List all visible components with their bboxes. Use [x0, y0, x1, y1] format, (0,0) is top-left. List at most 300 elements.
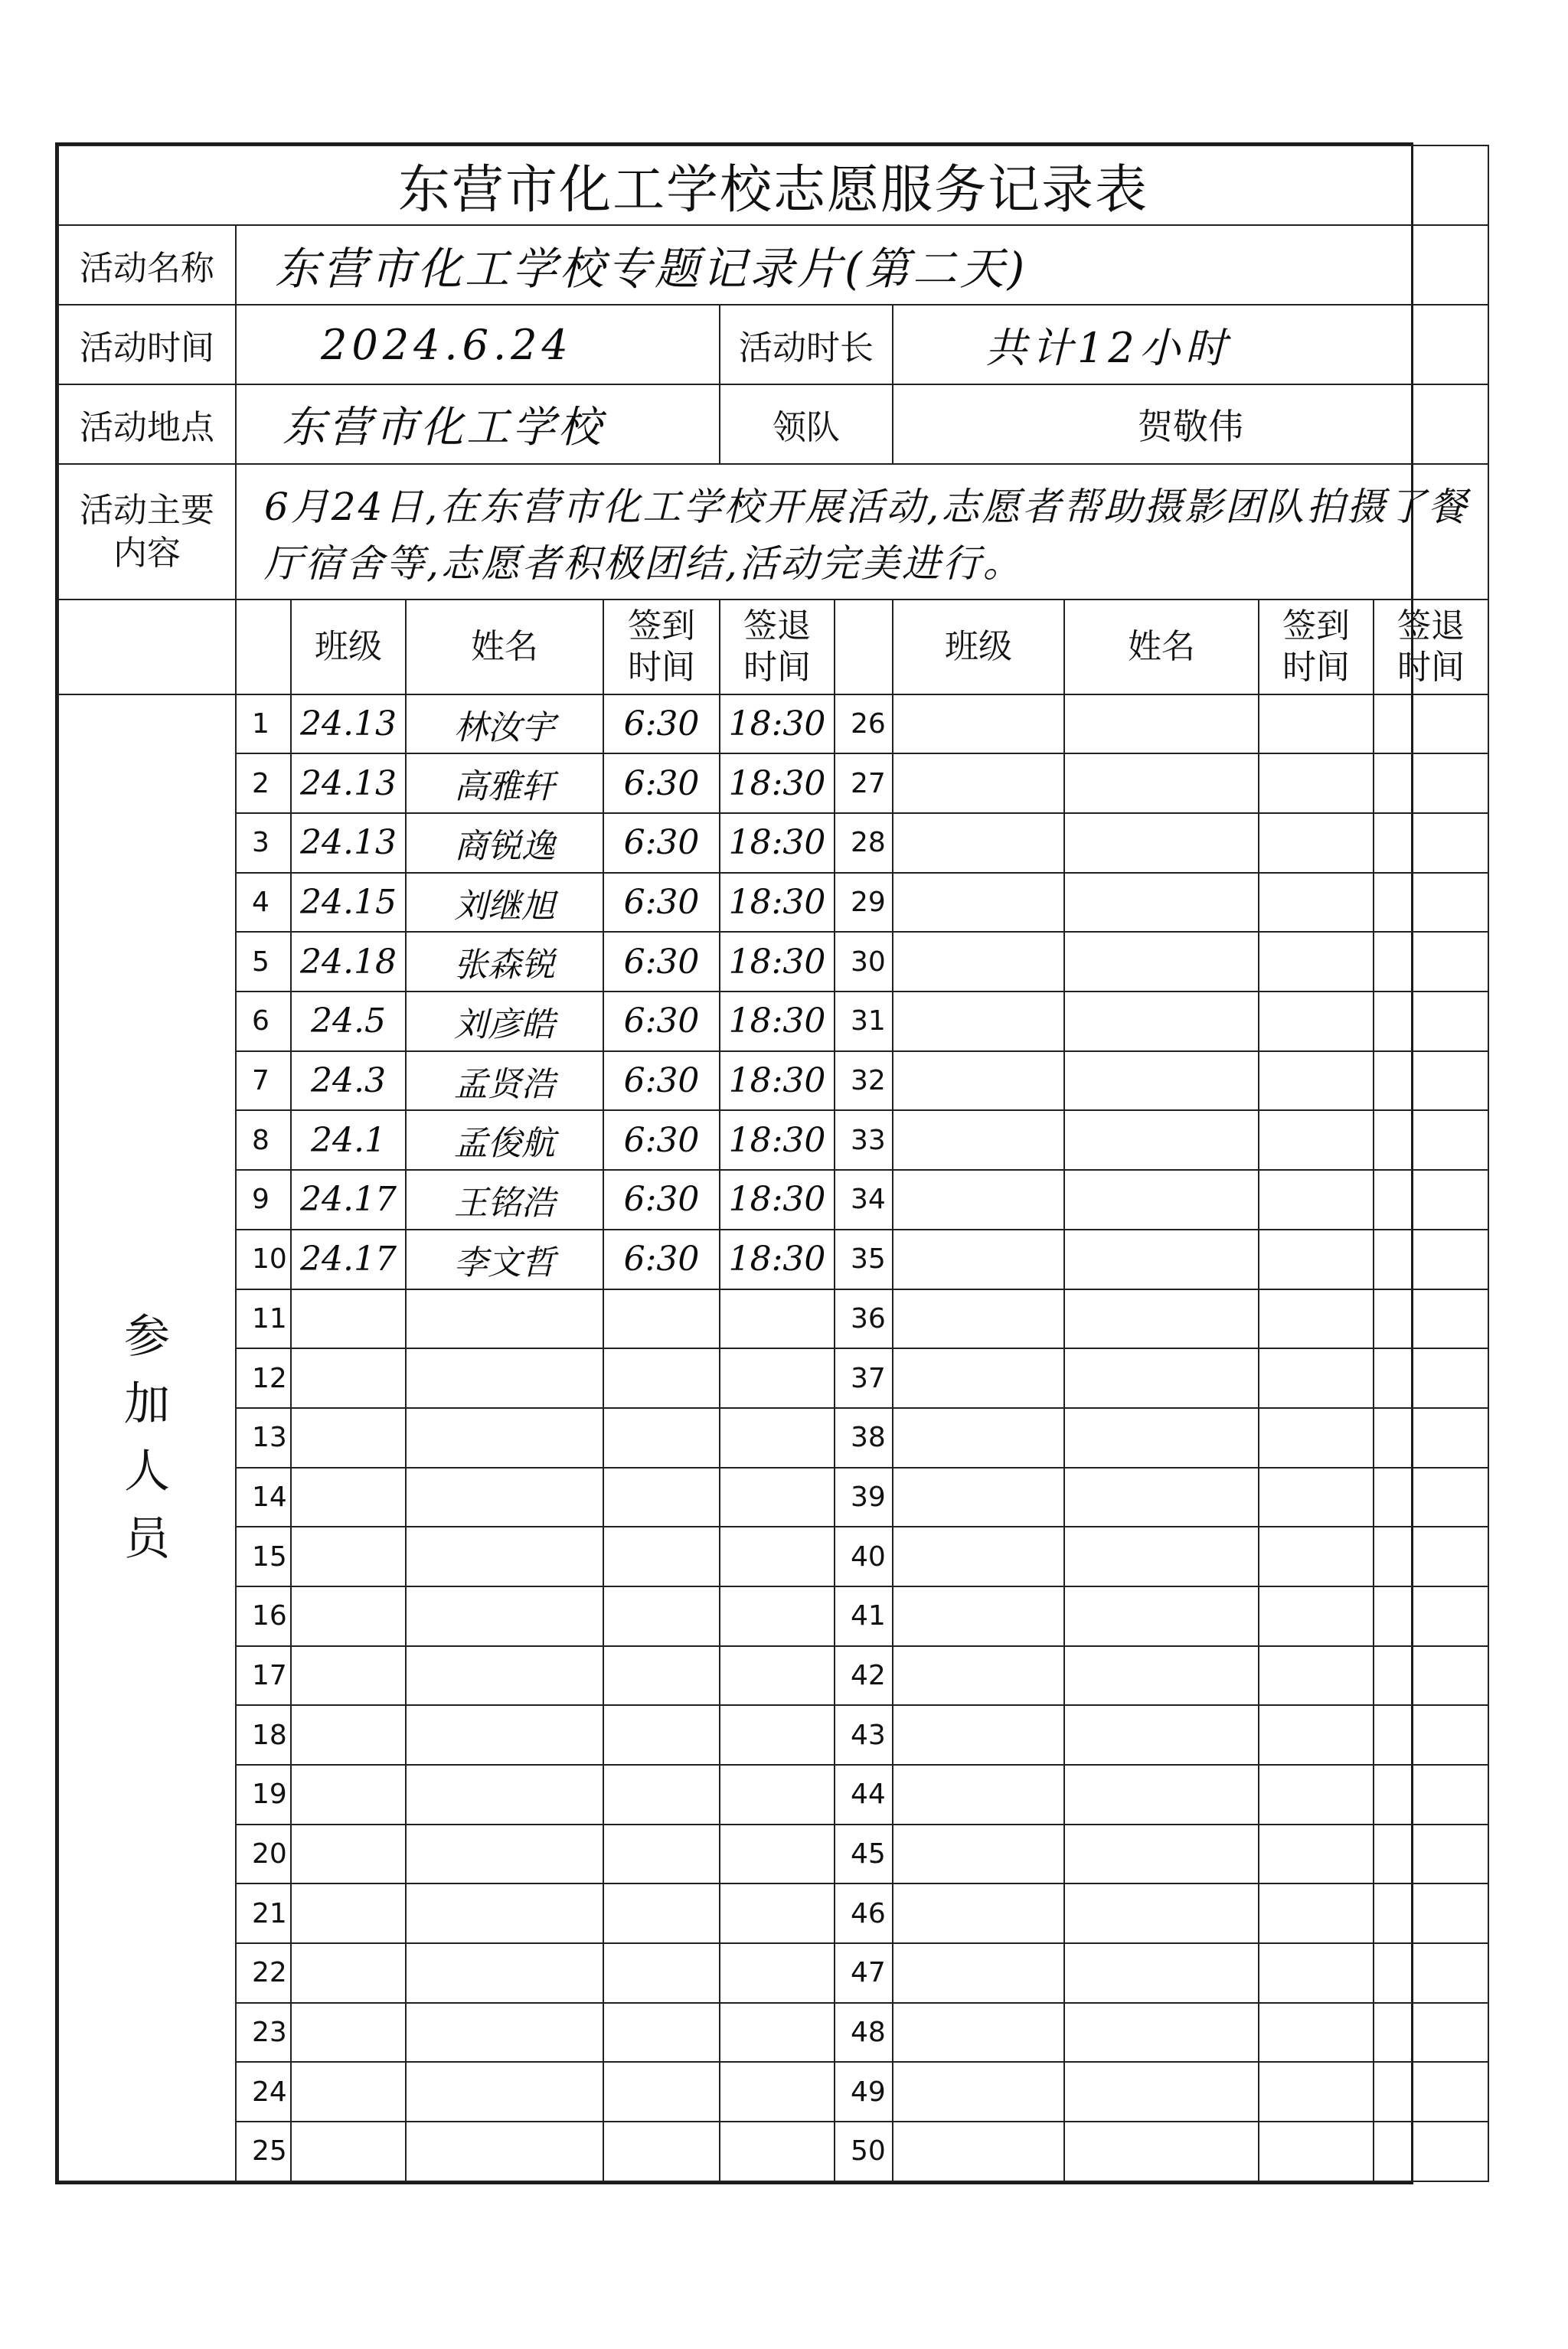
participant-checkin [603, 1408, 720, 1468]
participant-checkin [603, 1348, 720, 1408]
participant-class [291, 2062, 406, 2122]
participant-checkin [1259, 694, 1374, 754]
row-number: 50 [835, 2122, 893, 2181]
participant-class: 24.13 [291, 753, 406, 813]
participant-class [893, 2062, 1064, 2122]
participant-checkout: 18:30 [720, 694, 835, 754]
participant-class [893, 753, 1064, 813]
participant-checkin: 6:30 [603, 813, 720, 873]
participant-class [893, 1230, 1064, 1289]
row-number: 9 [236, 1170, 291, 1230]
participant-checkin: 6:30 [603, 1230, 720, 1289]
participant-class [291, 1408, 406, 1468]
participant-class [291, 2003, 406, 2063]
participants-label-char: 员 [124, 1511, 170, 1566]
participant-checkout [1374, 992, 1488, 1051]
participant-checkin [1259, 1705, 1374, 1765]
record-table [57, 145, 1489, 2182]
row-number: 13 [236, 1408, 291, 1468]
participant-class [893, 1527, 1064, 1586]
row-number: 44 [835, 1765, 893, 1825]
participant-row [58, 932, 1488, 992]
participant-name [406, 1408, 603, 1468]
participant-name: 刘彦皓 [406, 992, 603, 1051]
participants-label-char: 加 [124, 1377, 170, 1431]
participant-checkin [1259, 2062, 1374, 2122]
participant-class [291, 1527, 406, 1586]
header-checkout-line1: 签退 [743, 606, 811, 645]
participant-checkin: 6:30 [603, 873, 720, 933]
header-num-left [236, 600, 291, 694]
participant-name [1064, 1586, 1259, 1646]
participant-checkout [720, 2003, 835, 2063]
participant-name [1064, 694, 1259, 754]
header-checkout-line1: 签退 [1397, 606, 1465, 645]
participant-checkout [1374, 1230, 1488, 1289]
header-checkout-right [1374, 600, 1488, 694]
header-class-left: 班级 [291, 600, 406, 694]
participant-class [291, 1705, 406, 1765]
row-number: 47 [835, 1943, 893, 2003]
participant-checkout: 18:30 [720, 1051, 835, 1111]
participant-class: 24.5 [291, 992, 406, 1051]
participant-name [406, 1646, 603, 1706]
participant-name: 林汝宇 [406, 694, 603, 754]
row-number: 7 [236, 1051, 291, 1111]
participant-class [893, 1883, 1064, 1943]
row-number: 1 [236, 694, 291, 754]
participant-checkin [1259, 1883, 1374, 1943]
participant-row [58, 1170, 1488, 1230]
participant-name [1064, 932, 1259, 992]
header-checkout-line2: 时间 [1397, 647, 1465, 687]
participant-class [291, 1348, 406, 1408]
participant-row [58, 2062, 1488, 2122]
activity-time-label: 活动时间 [58, 305, 236, 384]
participant-row [58, 1825, 1488, 1884]
activity-place-value: 东营市化工学校 [236, 384, 720, 464]
participant-name [406, 1705, 603, 1765]
activity-content-label-line1: 活动主要 [80, 490, 214, 530]
activity-content-value: 6月24日,在东营市化工学校开展活动,志愿者帮助摄影团队拍摄了餐厅宿舍等,志愿者积极团结,活动完美进行。 [236, 464, 1488, 599]
header-checkout-left [720, 600, 835, 694]
row-number: 40 [835, 1527, 893, 1586]
participant-checkin [603, 1527, 720, 1586]
participants-label-char: 人 [124, 1444, 170, 1498]
participant-checkout [720, 1586, 835, 1646]
participant-checkout [720, 1289, 835, 1349]
participant-checkout [1374, 1408, 1488, 1468]
participant-checkin [1259, 2122, 1374, 2181]
participant-checkout [1374, 753, 1488, 813]
participant-class [893, 1705, 1064, 1765]
participant-checkout [1374, 1468, 1488, 1527]
row-number: 19 [236, 1765, 291, 1825]
participant-name: 商锐逸 [406, 813, 603, 873]
participant-checkin [603, 2122, 720, 2181]
participant-name [1064, 753, 1259, 813]
participant-name [406, 1943, 603, 2003]
participant-checkin [603, 2003, 720, 2063]
participant-class [291, 1883, 406, 1943]
page-title: 东营市化工学校志愿服务记录表 [58, 145, 1488, 225]
participant-checkout [1374, 1705, 1488, 1765]
participant-class [893, 694, 1064, 754]
participant-checkout [1374, 2062, 1488, 2122]
activity-content-label-line2: 内容 [113, 533, 181, 573]
participant-checkin [1259, 753, 1374, 813]
participant-checkin [603, 1468, 720, 1527]
participant-name [406, 1825, 603, 1884]
participants-label-char: 参 [124, 1309, 170, 1364]
participant-checkin [1259, 1110, 1374, 1170]
participant-name: 李文哲 [406, 1230, 603, 1289]
leader-label: 领队 [720, 384, 893, 464]
participant-row [58, 1527, 1488, 1586]
row-number: 14 [236, 1468, 291, 1527]
row-number: 46 [835, 1883, 893, 1943]
participant-checkin: 6:30 [603, 753, 720, 813]
participant-class [893, 1348, 1064, 1408]
participant-name [1064, 1468, 1259, 1527]
participant-checkout [720, 1348, 835, 1408]
participant-checkin [1259, 1586, 1374, 1646]
participant-checkout [1374, 1110, 1488, 1170]
participant-name [1064, 1051, 1259, 1111]
participant-checkin [1259, 992, 1374, 1051]
participant-name [406, 1348, 603, 1408]
participant-row [58, 1348, 1488, 1408]
participant-checkin [603, 1705, 720, 1765]
participant-row [58, 813, 1488, 873]
row-number: 2 [236, 753, 291, 813]
row-number: 20 [236, 1825, 291, 1884]
participant-name: 王铭浩 [406, 1170, 603, 1230]
participant-checkin [603, 1765, 720, 1825]
participant-checkout: 18:30 [720, 813, 835, 873]
participant-checkin [603, 2062, 720, 2122]
header-checkout-line2: 时间 [743, 647, 811, 687]
header-checkin-line2: 时间 [1282, 647, 1350, 687]
participant-class [291, 2122, 406, 2181]
participant-checkout [720, 1705, 835, 1765]
participant-name [1064, 1348, 1259, 1408]
participant-class [893, 992, 1064, 1051]
participant-checkout [1374, 1289, 1488, 1349]
participant-checkin [1259, 813, 1374, 873]
participant-class [893, 1468, 1064, 1527]
row-number: 36 [835, 1289, 893, 1349]
participant-name: 孟俊航 [406, 1110, 603, 1170]
row-number: 28 [835, 813, 893, 873]
participant-checkout: 18:30 [720, 992, 835, 1051]
participant-class [291, 1646, 406, 1706]
participant-class: 24.13 [291, 694, 406, 754]
participant-class [893, 1408, 1064, 1468]
participant-name [1064, 992, 1259, 1051]
participant-checkout [1374, 1825, 1488, 1884]
participant-row [58, 1468, 1488, 1527]
participant-name [1064, 1646, 1259, 1706]
header-name-right: 姓名 [1064, 600, 1259, 694]
leader-value: 贺敬伟 [893, 384, 1488, 464]
participant-name [406, 1468, 603, 1527]
participant-name [1064, 1408, 1259, 1468]
participant-checkin [1259, 1646, 1374, 1706]
participant-name: 张森锐 [406, 932, 603, 992]
row-number: 30 [835, 932, 893, 992]
participant-name [406, 1765, 603, 1825]
participant-checkin [603, 1825, 720, 1884]
participant-checkin [603, 1586, 720, 1646]
participant-checkout: 18:30 [720, 932, 835, 992]
participant-class [893, 1110, 1064, 1170]
participant-class [291, 1943, 406, 2003]
participant-class [893, 1586, 1064, 1646]
participant-checkin [1259, 1765, 1374, 1825]
participant-name [406, 2122, 603, 2181]
participant-row [58, 1586, 1488, 1646]
participant-name [1064, 1230, 1259, 1289]
participant-row [58, 1883, 1488, 1943]
row-number: 38 [835, 1408, 893, 1468]
participant-name [1064, 1289, 1259, 1349]
header-checkin-line2: 时间 [628, 647, 695, 687]
participant-name [1064, 2062, 1259, 2122]
participant-row [58, 1408, 1488, 1468]
participant-name [1064, 1110, 1259, 1170]
participant-checkin [1259, 1825, 1374, 1884]
activity-time-value: 2024.6.24 [236, 305, 720, 384]
participant-row [58, 753, 1488, 813]
row-number: 11 [236, 1289, 291, 1349]
participant-row [58, 694, 1488, 754]
participant-name [1064, 873, 1259, 933]
activity-duration-value: 共计12小时 [893, 305, 1488, 384]
participant-checkin [1259, 1527, 1374, 1586]
participant-row [58, 1230, 1488, 1289]
participant-checkin: 6:30 [603, 694, 720, 754]
participant-row [58, 1289, 1488, 1349]
participant-name [406, 1883, 603, 1943]
header-checkin-right [1259, 600, 1374, 694]
participant-checkin: 6:30 [603, 1170, 720, 1230]
participant-checkout: 18:30 [720, 753, 835, 813]
row-number: 26 [835, 694, 893, 754]
row-number: 16 [236, 1586, 291, 1646]
participant-checkout [720, 1527, 835, 1586]
participant-checkout [1374, 1883, 1488, 1943]
participant-class [893, 1825, 1064, 1884]
participant-checkout [720, 1765, 835, 1825]
participant-class: 24.1 [291, 1110, 406, 1170]
participants-header-row [58, 600, 1488, 694]
row-number: 17 [236, 1646, 291, 1706]
row-number: 37 [835, 1348, 893, 1408]
participant-row [58, 992, 1488, 1051]
participant-checkout [720, 1646, 835, 1706]
row-number: 29 [835, 873, 893, 933]
row-number: 31 [835, 992, 893, 1051]
row-number: 43 [835, 1705, 893, 1765]
participant-checkin [1259, 1348, 1374, 1408]
row-number: 3 [236, 813, 291, 873]
row-number: 10 [236, 1230, 291, 1289]
participant-name [1064, 2003, 1259, 2063]
participant-checkin: 6:30 [603, 1110, 720, 1170]
row-number: 5 [236, 932, 291, 992]
participant-checkout: 18:30 [720, 1170, 835, 1230]
participant-name [1064, 1943, 1259, 2003]
row-number: 45 [835, 1825, 893, 1884]
participant-name [1064, 1883, 1259, 1943]
activity-name-value: 东营市化工学校专题记录片(第二天) [236, 225, 1488, 305]
participant-checkout [1374, 873, 1488, 933]
header-name-left: 姓名 [406, 600, 603, 694]
record-sheet [55, 142, 1469, 2184]
participant-checkout [1374, 1943, 1488, 2003]
participant-checkout [1374, 813, 1488, 873]
participant-class: 24.18 [291, 932, 406, 992]
participant-checkin [1259, 1170, 1374, 1230]
participant-row [58, 1051, 1488, 1111]
row-number: 25 [236, 2122, 291, 2181]
participant-checkout [720, 1468, 835, 1527]
participant-class [893, 1051, 1064, 1111]
participant-class: 24.3 [291, 1051, 406, 1111]
row-number: 41 [835, 1586, 893, 1646]
participant-row [58, 1110, 1488, 1170]
participant-name [1064, 813, 1259, 873]
participant-name: 高雅轩 [406, 753, 603, 813]
participant-name [1064, 1527, 1259, 1586]
participant-checkout [1374, 694, 1488, 754]
row-number: 49 [835, 2062, 893, 2122]
participant-class [291, 1468, 406, 1527]
participant-checkout [720, 1408, 835, 1468]
participant-name [1064, 1705, 1259, 1765]
participant-checkout: 18:30 [720, 873, 835, 933]
row-number: 42 [835, 1646, 893, 1706]
participant-checkout [1374, 1765, 1488, 1825]
row-number: 22 [236, 1943, 291, 2003]
participant-name [1064, 1170, 1259, 1230]
participant-checkin [1259, 1051, 1374, 1111]
participant-class [893, 1765, 1064, 1825]
participant-class [291, 1586, 406, 1646]
participant-checkout: 18:30 [720, 1230, 835, 1289]
participant-name [1064, 1765, 1259, 1825]
row-number: 12 [236, 1348, 291, 1408]
participant-checkout [1374, 1586, 1488, 1646]
participant-class [893, 1170, 1064, 1230]
participant-checkin [1259, 2003, 1374, 2063]
participant-checkin [1259, 1943, 1374, 2003]
participant-name [1064, 2122, 1259, 2181]
row-number: 4 [236, 873, 291, 933]
header-checkin-line1: 签到 [1282, 606, 1350, 645]
participant-row [58, 1943, 1488, 2003]
row-number: 24 [236, 2062, 291, 2122]
participant-checkout [720, 1825, 835, 1884]
participant-checkin: 6:30 [603, 932, 720, 992]
row-number: 15 [236, 1527, 291, 1586]
participant-row [58, 2003, 1488, 2063]
activity-duration-label: 活动时长 [720, 305, 893, 384]
header-class-right: 班级 [893, 600, 1064, 694]
row-number: 6 [236, 992, 291, 1051]
participant-checkout [1374, 2003, 1488, 2063]
participant-class: 24.15 [291, 873, 406, 933]
participant-name [406, 2003, 603, 2063]
activity-name-label: 活动名称 [58, 225, 236, 305]
participant-name [406, 1527, 603, 1586]
participant-checkin [1259, 932, 1374, 992]
participant-name: 孟贤浩 [406, 1051, 603, 1111]
participant-class [291, 1825, 406, 1884]
participant-checkin [603, 1943, 720, 2003]
participant-class: 24.17 [291, 1170, 406, 1230]
row-number: 32 [835, 1051, 893, 1111]
row-number: 18 [236, 1705, 291, 1765]
participant-row [58, 873, 1488, 933]
participant-name: 刘继旭 [406, 873, 603, 933]
participant-checkin [603, 1646, 720, 1706]
participant-name [406, 1586, 603, 1646]
activity-content-label [58, 464, 236, 599]
participant-checkin [1259, 1408, 1374, 1468]
participant-name [406, 1289, 603, 1349]
row-number: 34 [835, 1170, 893, 1230]
header-num-right [835, 600, 893, 694]
participant-checkout [1374, 1527, 1488, 1586]
row-number: 27 [835, 753, 893, 813]
participant-checkout [720, 1943, 835, 2003]
row-number: 23 [236, 2003, 291, 2063]
participant-row [58, 1705, 1488, 1765]
participant-name [1064, 1825, 1259, 1884]
participant-class [291, 1289, 406, 1349]
participant-class [893, 2003, 1064, 2063]
participant-class [893, 1646, 1064, 1706]
participant-class [893, 873, 1064, 933]
activity-place-label: 活动地点 [58, 384, 236, 464]
participant-checkout [1374, 1170, 1488, 1230]
participant-checkin [1259, 1468, 1374, 1527]
participant-checkout [1374, 1051, 1488, 1111]
row-number: 21 [236, 1883, 291, 1943]
row-number: 39 [835, 1468, 893, 1527]
header-checkin-line1: 签到 [628, 606, 695, 645]
participant-checkout [720, 2062, 835, 2122]
participant-row [58, 2122, 1488, 2181]
participant-checkin [1259, 873, 1374, 933]
participant-class [893, 932, 1064, 992]
participant-name [406, 2062, 603, 2122]
header-checkin-left [603, 600, 720, 694]
participant-checkout [720, 2122, 835, 2181]
row-number: 48 [835, 2003, 893, 2063]
participant-checkout [1374, 1348, 1488, 1408]
row-number: 8 [236, 1110, 291, 1170]
participant-checkout [1374, 932, 1488, 992]
participants-label [58, 694, 236, 2181]
header-blank [58, 600, 236, 694]
participant-checkin [603, 1883, 720, 1943]
row-number: 33 [835, 1110, 893, 1170]
participant-checkin: 6:30 [603, 992, 720, 1051]
participant-class [893, 1289, 1064, 1349]
